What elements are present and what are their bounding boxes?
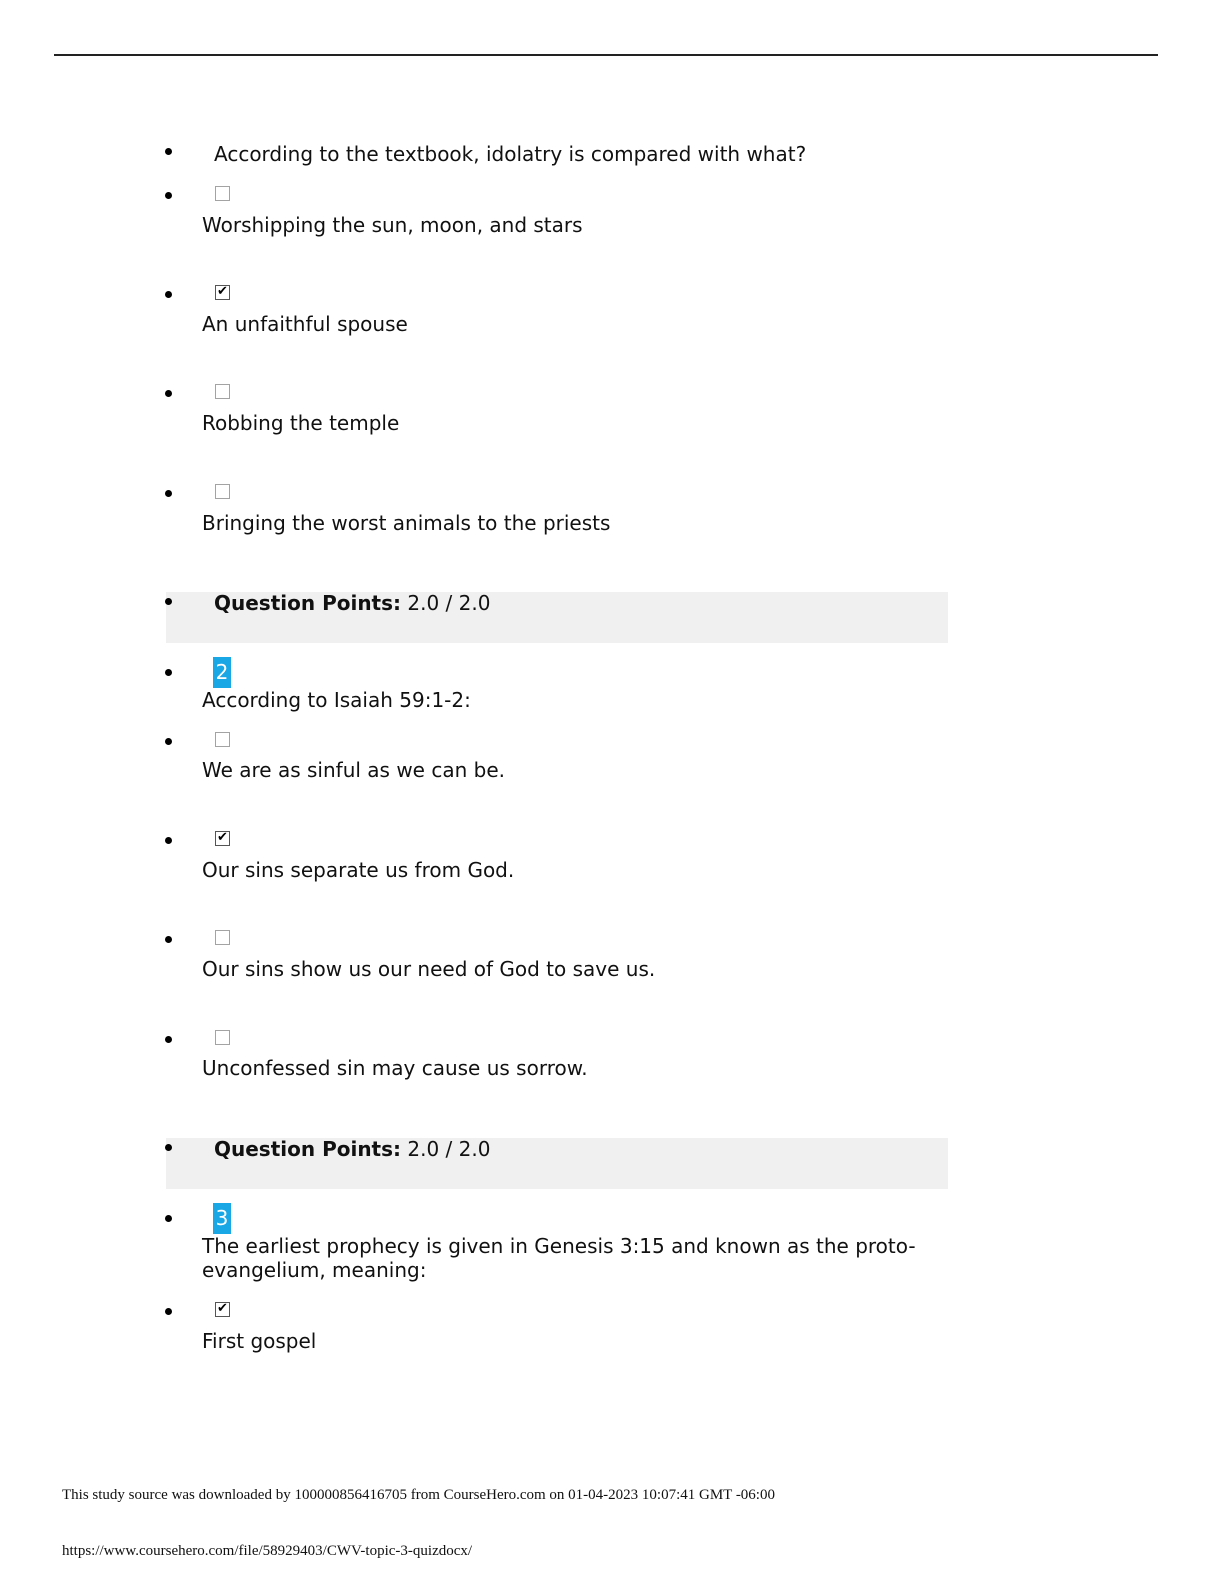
bullet [165,490,172,497]
bullet [165,148,172,155]
q2-option-2-label: Our sins separate us from God. [202,858,515,882]
q2-option-3-label: Our sins show us our need of God to save us. [202,957,656,981]
bullet [165,1215,172,1222]
checkbox-q2-option-4[interactable] [215,1030,230,1045]
question-points [214,591,490,616]
checkbox-q1-option-3[interactable] [215,384,230,399]
bullet [165,291,172,298]
bullet [165,669,172,676]
question-number-badge: 2 [213,657,231,688]
checkmark-icon: ✔ [217,830,228,845]
source-url[interactable]: https://www.coursehero.com/file/58929403/CWV-topic-3-quizdocx/ [62,1543,473,1559]
points-value: 2.0 / 2.0 [407,591,491,615]
points-value: 2.0 / 2.0 [407,1137,491,1161]
checkbox-q3-option-1[interactable] [215,1302,230,1317]
checkbox-q1-option-4[interactable] [215,484,230,499]
checkbox-q1-option-2[interactable] [215,285,230,300]
question-number-badge: 3 [213,1203,231,1234]
question-points [214,1137,490,1162]
q1-option-1-label: Worshipping the sun, moon, and stars [202,213,583,237]
bullet [165,738,172,745]
q1-option-3-label: Robbing the temple [202,411,400,435]
checkmark-icon: ✔ [217,284,228,299]
question-1-text: According to the textbook, idolatry is compared with what? [214,142,807,166]
q1-option-4-label: Bringing the worst animals to the priests [202,511,611,535]
q2-option-4-label: Unconfessed sin may cause us sorrow. [202,1056,588,1080]
bullet [165,936,172,943]
bullet [165,390,172,397]
question-2-text: According to Isaiah 59:1-2: [202,688,471,712]
q1-option-2-label: An unfaithful spouse [202,312,408,336]
bullet [165,837,172,844]
checkbox-q2-option-2[interactable] [215,831,230,846]
bullet [165,192,172,199]
bullet [165,598,172,605]
points-label: Question Points: [214,1137,402,1161]
bullet [165,1036,172,1043]
q3-option-1-label: First gospel [202,1329,317,1353]
checkbox-q2-option-1[interactable] [215,732,230,747]
question-3-text-line-1: The earliest prophecy is given in Genesis 3:15 and known as the proto- [202,1234,916,1258]
points-label: Question Points: [214,591,402,615]
download-notice: This study source was downloaded by 100000856416705 from CourseHero.com on 01-04-2023 10:07:41 GMT -06:00 [62,1487,775,1503]
question-3-text-line-2: evangelium, meaning: [202,1258,427,1282]
q2-option-1-label: We are as sinful as we can be. [202,758,505,782]
top-divider [54,54,1158,56]
checkbox-q2-option-3[interactable] [215,930,230,945]
bullet [165,1308,172,1315]
bullet [165,1144,172,1151]
checkmark-icon: ✔ [217,1301,228,1316]
checkbox-q1-option-1[interactable] [215,186,230,201]
